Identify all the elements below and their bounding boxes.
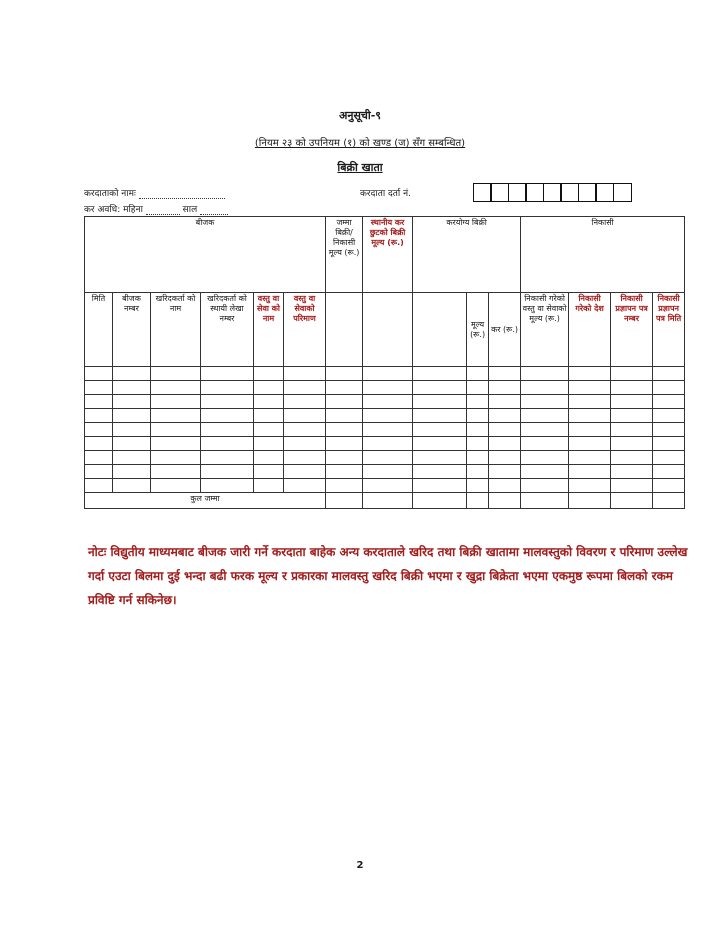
digit-box[interactable] [543,183,562,202]
entry-cell[interactable] [85,437,113,451]
entry-cell[interactable] [363,367,413,381]
entry-cell[interactable] [521,381,569,395]
entry-cell[interactable] [653,437,685,451]
entry-cell[interactable] [326,395,363,409]
entry-cell[interactable] [363,451,413,465]
table-row [85,451,685,465]
entry-cell[interactable] [254,437,284,451]
entry-cell[interactable] [284,437,326,451]
entry-cell[interactable] [611,423,653,437]
month-blank[interactable] [146,214,180,215]
sales-ledger-table [84,216,685,509]
tax-period-line [84,202,228,215]
export-country-header: निकासी गरेको देश [569,293,611,367]
entry-cell[interactable] [85,451,113,465]
entry-cell[interactable] [201,465,254,479]
entry-cell[interactable] [611,465,653,479]
taxpayer-name-label: करदाताको नामः [84,189,136,199]
total-cell[interactable] [569,493,611,509]
entry-cell[interactable] [489,423,521,437]
total-sales-header: जम्मा बिक्री/निकासी मूल्य (रू.) [326,217,363,293]
note-text: विद्युतीय माध्यमबाट बीजक जारी गर्ने करदाता बाहेक अन्य करदाताले खरिद तथा बिक्री खातामा मालवस्तुको विवरण र परिमाण उल्लेख गर्दा एउटा बिलमा दुई भन्दा बढी फरक मूल्य र प्रकारका मालवस्तु खरिद बिक्री भएमा र खुद्रा बिक्रेता भएमा एकमुष्ठ रूपमा बिलको रकम प्रविष्टि गर्न सकिनेछ। [88,545,688,607]
entry-cell[interactable] [521,423,569,437]
entry-cell[interactable] [489,409,521,423]
goods-quantity-header: वस्तु वा सेवाको परिमाण [284,293,326,367]
entry-cell[interactable] [254,395,284,409]
entry-cell[interactable] [254,409,284,423]
buyer-name-header: खरिदकर्ता को नाम [151,293,201,367]
digit-box[interactable] [560,183,579,202]
entry-cell[interactable] [363,381,413,395]
entry-cell[interactable] [489,451,521,465]
entry-cell[interactable] [326,409,363,423]
entry-cell[interactable] [326,465,363,479]
entry-cell[interactable] [521,465,569,479]
note-paragraph [88,540,688,612]
invoice-group-header: बीजक [85,217,326,293]
entry-cell[interactable] [521,409,569,423]
table-row [85,409,685,423]
entry-cell[interactable] [85,367,113,381]
entry-cell[interactable] [151,437,201,451]
entry-cell[interactable] [254,367,284,381]
empty-header-cell [363,293,413,367]
entry-cell[interactable] [467,395,489,409]
entry-cell[interactable] [201,409,254,423]
entry-cell[interactable] [467,423,489,437]
entry-cell[interactable] [151,395,201,409]
total-cell[interactable] [326,493,363,509]
entry-cell[interactable] [611,381,653,395]
entry-cell[interactable] [326,381,363,395]
entry-cell[interactable] [151,479,201,493]
entry-cell[interactable] [467,437,489,451]
entry-cell[interactable] [653,451,685,465]
note-label: नोटः [88,545,107,559]
entry-cell[interactable] [521,479,569,493]
entry-cell[interactable] [85,465,113,479]
taxpayer-name-line [84,186,225,199]
entry-cell[interactable] [467,409,489,423]
entry-cell[interactable] [653,367,685,381]
entry-cell[interactable] [201,479,254,493]
entry-cell[interactable] [569,381,611,395]
total-cell[interactable] [653,493,685,509]
year-blank[interactable] [200,214,228,215]
entry-cell[interactable] [201,367,254,381]
table-row [85,437,685,451]
entry-cell[interactable] [113,479,151,493]
entry-cell[interactable] [489,381,521,395]
entry-cell[interactable] [489,437,521,451]
entry-cell[interactable] [653,423,685,437]
entry-cell[interactable] [284,465,326,479]
entry-cell[interactable] [611,479,653,493]
entry-cell[interactable] [467,451,489,465]
table-row [85,465,685,479]
grand-total-label: कुल जम्मा [85,493,326,509]
entry-cell[interactable] [611,367,653,381]
entry-cell[interactable] [569,395,611,409]
entry-cell[interactable] [113,381,151,395]
entry-cell[interactable] [363,409,413,423]
entry-cell[interactable] [326,423,363,437]
form-title: बिक्री खाता [337,161,383,174]
entry-cell[interactable] [254,381,284,395]
entry-cell[interactable] [489,465,521,479]
entry-cell[interactable] [254,479,284,493]
entry-cell[interactable] [653,395,685,409]
total-cell[interactable] [521,493,569,509]
digit-box[interactable] [473,183,492,202]
empty-header-cell [413,293,467,367]
entry-cell[interactable] [201,437,254,451]
entry-cell[interactable] [113,437,151,451]
entry-cell[interactable] [569,479,611,493]
ledger-body [85,367,685,493]
entry-cell[interactable] [151,423,201,437]
entry-cell[interactable] [521,367,569,381]
entry-cell[interactable] [284,381,326,395]
entry-cell[interactable] [467,465,489,479]
entry-cell[interactable] [569,451,611,465]
entry-cell[interactable] [467,367,489,381]
entry-cell[interactable] [151,465,201,479]
entry-cell[interactable] [326,451,363,465]
taxable-sales-header: करयोग्य बिक्री [413,217,521,293]
schedule-heading: अनुसूची-९ [338,109,382,122]
total-cell[interactable] [611,493,653,509]
entry-cell[interactable] [85,409,113,423]
entry-cell[interactable] [113,451,151,465]
entry-cell[interactable] [521,451,569,465]
entry-cell[interactable] [611,395,653,409]
entry-cell[interactable] [489,479,521,493]
entry-cell[interactable] [326,479,363,493]
digit-box[interactable] [490,183,509,202]
entry-cell[interactable] [611,437,653,451]
export-group-header: निकासी [521,217,685,293]
entry-cell[interactable] [85,381,113,395]
total-cell[interactable] [489,493,521,509]
entry-cell[interactable] [113,423,151,437]
invoice-number-header: बीजक नम्बर [113,293,151,367]
entry-cell[interactable] [113,465,151,479]
entry-cell[interactable] [284,395,326,409]
entry-cell[interactable] [413,367,467,381]
taxable-value-header: मूल्य (रू.) [467,293,489,367]
digit-box[interactable] [578,183,597,202]
entry-cell[interactable] [284,479,326,493]
entry-cell[interactable] [85,395,113,409]
table-row [85,479,685,493]
entry-cell[interactable] [569,367,611,381]
entry-cell[interactable] [413,465,467,479]
entry-cell[interactable] [653,409,685,423]
entry-cell[interactable] [363,423,413,437]
digit-box[interactable] [613,183,632,202]
entry-cell[interactable] [569,437,611,451]
digit-box[interactable] [595,183,614,202]
entry-cell[interactable] [413,381,467,395]
taxpayer-name-blank[interactable] [139,198,225,199]
local-exempt-header: स्थानीय कर छुटको बिक्री मूल्य (रू.) [363,217,413,293]
export-value-header: निकासी गरेको वस्तु वा सेवाको मूल्य (रू.) [521,293,569,367]
entry-cell[interactable] [201,395,254,409]
entry-cell[interactable] [284,367,326,381]
year-label: साल [182,205,198,215]
registration-number-boxes[interactable] [474,183,632,202]
entry-cell[interactable] [201,423,254,437]
total-cell[interactable] [467,493,489,509]
entry-cell[interactable] [489,395,521,409]
entry-cell[interactable] [85,479,113,493]
entry-cell[interactable] [363,437,413,451]
entry-cell[interactable] [569,423,611,437]
table-row [85,395,685,409]
entry-cell[interactable] [611,451,653,465]
date-header: मिति [85,293,113,367]
entry-cell[interactable] [569,465,611,479]
entry-cell[interactable] [467,479,489,493]
digit-box[interactable] [525,183,544,202]
entry-cell[interactable] [521,437,569,451]
entry-cell[interactable] [113,367,151,381]
entry-cell[interactable] [151,409,201,423]
entry-cell[interactable] [521,395,569,409]
entry-cell[interactable] [284,423,326,437]
digit-box[interactable] [508,183,527,202]
entry-cell[interactable] [254,423,284,437]
export-cert-number-header: निकासी प्रज्ञापन पत्र नम्बर [611,293,653,367]
entry-cell[interactable] [284,451,326,465]
page-number: 2 [356,860,364,871]
goods-name-header: वस्तु वा सेवा को नाम [254,293,284,367]
entry-cell[interactable] [254,465,284,479]
table-row [85,367,685,381]
entry-cell[interactable] [653,381,685,395]
entry-cell[interactable] [284,409,326,423]
entry-cell[interactable] [413,479,467,493]
entry-cell[interactable] [413,409,467,423]
entry-cell[interactable] [653,465,685,479]
tax-header: कर (रू.) [489,293,521,367]
entry-cell[interactable] [326,367,363,381]
entry-cell[interactable] [113,409,151,423]
entry-cell[interactable] [611,409,653,423]
entry-cell[interactable] [326,437,363,451]
total-cell[interactable] [363,493,413,509]
entry-cell[interactable] [413,423,467,437]
buyer-pan-header: खरिदकर्ता को स्थायी लेखा नम्बर [201,293,254,367]
tax-period-label: कर अवधि: महिना [84,205,143,215]
entry-cell[interactable] [653,479,685,493]
entry-cell[interactable] [151,367,201,381]
entry-cell[interactable] [363,395,413,409]
entry-cell[interactable] [113,395,151,409]
empty-header-cell [326,293,363,367]
entry-cell[interactable] [201,381,254,395]
entry-cell[interactable] [489,367,521,381]
table-row [85,381,685,395]
entry-cell[interactable] [201,451,254,465]
entry-cell[interactable] [363,479,413,493]
entry-cell[interactable] [413,451,467,465]
entry-cell[interactable] [569,409,611,423]
registration-label: करदाता दर्ता नं. [360,189,411,199]
total-cell[interactable] [413,493,467,509]
entry-cell[interactable] [151,451,201,465]
table-row [85,423,685,437]
entry-cell[interactable] [254,451,284,465]
rule-reference: (नियम २३ को उपनियम (१) को खण्ड (ज) सँग सम्बन्धित) [254,138,466,149]
entry-cell[interactable] [363,465,413,479]
entry-cell[interactable] [151,381,201,395]
entry-cell[interactable] [467,381,489,395]
entry-cell[interactable] [413,395,467,409]
entry-cell[interactable] [413,437,467,451]
export-cert-date-header: निकासी प्रज्ञापन पत्र मिति [653,293,685,367]
entry-cell[interactable] [85,423,113,437]
